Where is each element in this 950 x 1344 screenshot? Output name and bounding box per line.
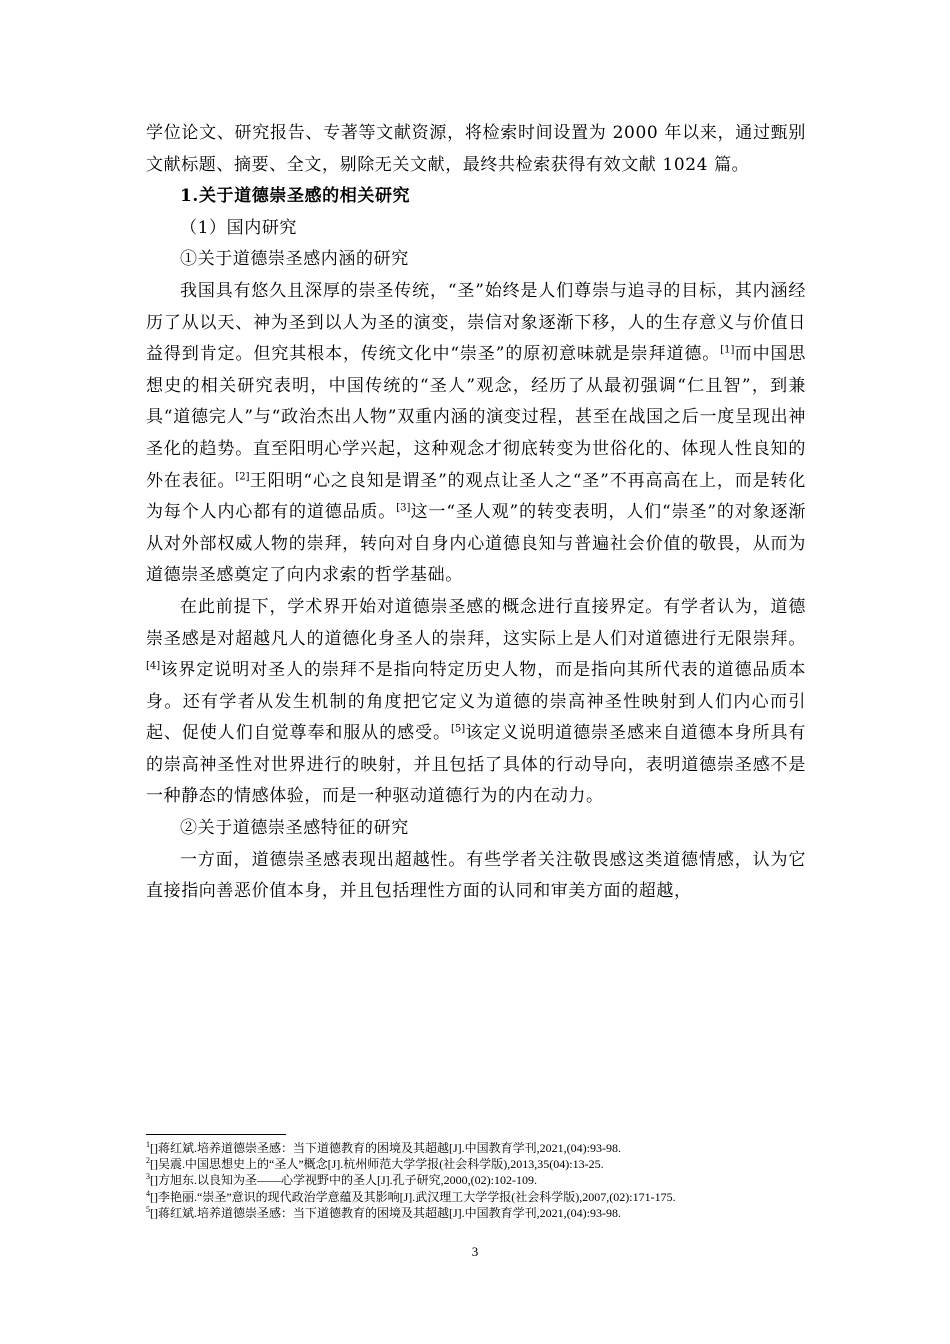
citation-marker: [3]	[396, 502, 411, 514]
footnotes	[146, 1140, 826, 1221]
body-text	[146, 118, 806, 908]
citation-marker: [4]	[146, 660, 161, 672]
topic-heading-connotation: ①关于道德崇圣感内涵的研究	[180, 249, 409, 270]
paragraph-tradition	[146, 276, 806, 592]
section-heading: 1.关于道德崇圣感的相关研究	[180, 186, 411, 207]
footnote-text: []李艳丽.“崇圣”意识的现代政治学意蕴及其影响[J].武汉理工大学学报(社会科学版),2007,(02):171-175.	[150, 1189, 676, 1204]
footnote-divider	[146, 1134, 286, 1135]
citation-marker: [1]	[720, 344, 735, 356]
footnote-number: 2	[146, 1156, 150, 1166]
footnote-text: []吴震.中国思想史上的“圣人”概念[J].杭州师范大学学报(社会科学版),2013,35(04):13-25.	[150, 1157, 604, 1172]
footnote-number: 4	[146, 1188, 150, 1198]
paragraph-text: 该定义说明道德崇圣感来自道德本身所具有的崇高神圣性对世界进行的映射，并且包括了具体的行动导向，表明道德崇圣感不是一种静态的情感体验，而是一种驱动道德行为的内在动力。	[146, 723, 807, 807]
footnote	[146, 1189, 826, 1205]
topic-heading-features: ②关于道德崇圣感特征的研究	[180, 818, 409, 839]
footnote	[146, 1156, 826, 1172]
page-number: 3	[471, 1244, 479, 1259]
paragraph-continuation: 学位论文、研究报告、专著等文献资源，将检索时间设置为 2000 年以来，通过甄别文献标题、摘要、全文，剔除无关文献，最终共检索获得有效文献 1024 篇。	[146, 123, 806, 175]
footnote	[146, 1172, 826, 1188]
paragraph-transcendence: 一方面，道德崇圣感表现出超越性。有些学者关注敬畏感这类道德情感，认为它直接指向善恶价值本身，并且包括理性方面的认同和审美方面的超越，	[146, 849, 806, 902]
footnote-number: 1	[146, 1140, 150, 1149]
paragraph-definition	[146, 592, 806, 813]
footnote	[146, 1205, 826, 1221]
paragraph-text: 这一“圣人观”的转变表明，人们“崇圣”的对象逐渐从对外部权威人物的崇拜，转向对自身内心道德良知与普遍社会价值的敬畏，从而为道德崇圣感奠定了向内求索的哲学基础。	[146, 502, 806, 586]
paragraph-text: 而中国思想史的相关研究表明，中国传统的“圣人”观念，经历了从最初强调“仁且智”，到兼具“道德完人”与“政治杰出人物”双重内涵的演变过程，甚至在战国之后一度呈现出神圣化的趋势。直至阳明心学兴起，这种观念才彻底转变为世俗化的、体现人性良知的外在表征。	[146, 344, 806, 491]
paragraph-text: 王阳明“心之良知是谓圣”的观点让圣人之“圣”不再高高在上，而是转化为每个人内心都有的道德品质。	[146, 470, 807, 523]
footnote-number: 3	[146, 1172, 150, 1182]
footnote	[146, 1140, 826, 1156]
footnote-text: []蒋红斌.培养道德崇圣感：当下道德教育的困境及其超越[J].中国教育学刊,2021,(04):93-98.	[150, 1205, 621, 1220]
paragraph-text: 我国具有悠久且深厚的崇圣传统，“圣”始终是人们尊崇与追寻的目标，其内涵经历了从以天、神为圣到以人为圣的演变，崇信对象逐渐下移，人的生存意义与价值日益得到肯定。但究其根本，传统文化中“崇圣”的原初意味就是崇拜道德。	[146, 280, 806, 365]
subsection-heading: （1）国内研究	[180, 217, 298, 238]
footnote-number: 5	[146, 1204, 150, 1214]
footnote-text: []蒋红斌.培养道德崇圣感：当下道德教育的困境及其超越[J].中国教育学刊,2021,(04):93-98.	[150, 1141, 621, 1155]
paragraph-text: 该界定说明对圣人的崇拜不是指向特定历史人物，而是指向其所代表的道德品质本身。还有学者从发生机制的角度把它定义为道德的崇高神圣性映射到人们内心而引起、促使人们自觉尊奉和服从的感受。	[146, 660, 806, 744]
citation-marker: [5]	[450, 723, 466, 735]
footnote-text: []方旭东.以良知为圣——心学视野中的圣人[J].孔子研究,2000,(02):102-109.	[150, 1173, 537, 1188]
paragraph-text: 在此前提下，学术界开始对道德崇圣感的概念进行直接界定。有学者认为，道德崇圣感是对超越凡人的道德化身圣人的崇拜，这实际上是人们对道德进行无限崇拜。	[146, 596, 806, 649]
citation-marker: [2]	[235, 470, 250, 482]
